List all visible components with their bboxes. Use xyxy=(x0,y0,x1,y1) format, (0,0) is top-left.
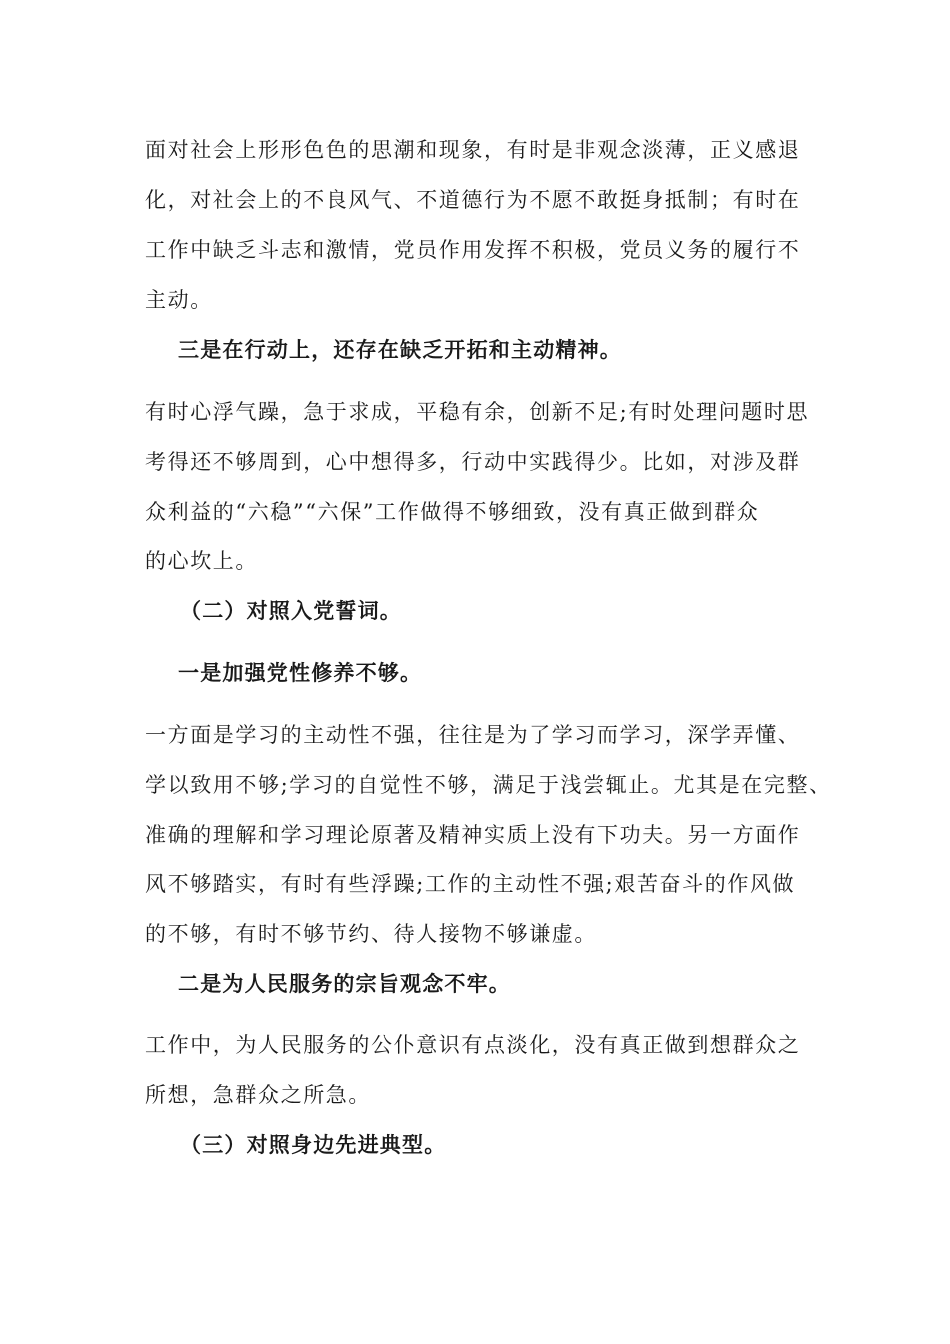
body-text-line: 化，对社会上的不良风气、不道德行为不愿不敢挺身抵制；有时在 xyxy=(145,188,801,212)
point-heading: 一是加强党性修养不够。 xyxy=(178,660,423,685)
body-text-line: 有时心浮气躁，急于求成，平稳有余，创新不足;有时处理问题时思 xyxy=(145,400,810,424)
body-text-line: 工作中缺乏斗志和激情，党员作用发挥不积极，党员义务的履行不 xyxy=(145,238,801,262)
section-heading: （二）对照入党誓词。 xyxy=(180,598,402,623)
body-text-line: 一方面是学习的主动性不强，往往是为了学习而学习，深学弄懂、 xyxy=(145,723,801,747)
body-text-line: 的心坎上。 xyxy=(145,549,258,573)
body-text-line: 的不够，有时不够节约、待人接物不够谦虚。 xyxy=(145,922,597,946)
body-text-line: 面对社会上形形色色的思潮和现象，有时是非观念淡薄，正义感退 xyxy=(145,138,801,162)
point-heading: 三是在行动上，还存在缺乏开拓和主动精神。 xyxy=(178,337,622,362)
body-text-line: 工作中，为人民服务的公仆意识有点淡化，没有真正做到想群众之 xyxy=(145,1033,801,1057)
body-text-line: 考得还不够周到，心中想得多，行动中实践得少。比如，对涉及群 xyxy=(145,450,801,474)
body-text-line: 众利益的“六稳”“六保”工作做得不够细致，没有真正做到群众 xyxy=(145,500,760,524)
body-text-line: 学以致用不够;学习的自觉性不够，满足于浅尝辄止。尤其是在完整、 xyxy=(145,773,832,797)
body-text-line: 所想，急群众之所急。 xyxy=(145,1083,371,1107)
body-text-line: 准确的理解和学习理论原著及精神实质上没有下功夫。另一方面作 xyxy=(145,823,801,847)
body-text-line: 主动。 xyxy=(145,288,213,312)
section-heading: （三）对照身边先进典型。 xyxy=(180,1132,447,1157)
body-text-line: 风不够踏实，有时有些浮躁;工作的主动性不强;艰苦奋斗的作风做 xyxy=(145,872,796,896)
point-heading: 二是为人民服务的宗旨观念不牢。 xyxy=(178,971,511,996)
